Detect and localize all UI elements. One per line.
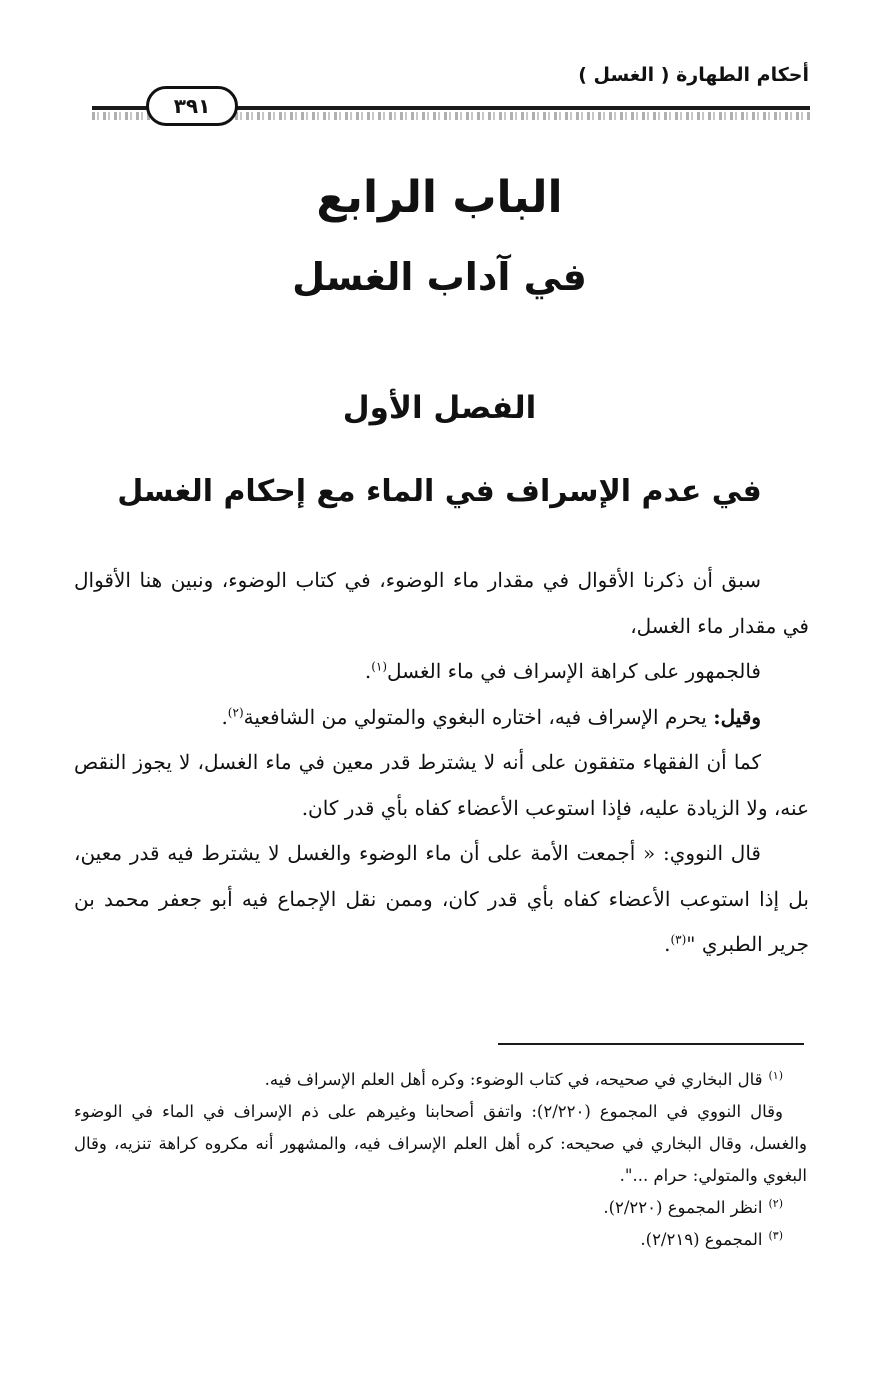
paragraph-3-end: . — [221, 704, 228, 729]
paragraph-3-text: يحرم الإسراف فيه، اختاره البغوي والمتولي من الشافعية — [243, 704, 714, 729]
footnote-1-line-1: قال البخاري في صحيحه، في كتاب الوضوء: وكره أهل العلم الإسراف فيه. — [264, 1070, 763, 1089]
paragraph-1: سبق أن ذكرنا الأقوال في مقدار ماء الوضوء، في كتاب الوضوء، ونبين هنا الأقوال في مقدار ماء الغسل، — [74, 568, 809, 638]
running-header-title: أحكام الطهارة ( الغسل ) — [578, 64, 809, 86]
section-title: الفصل الأول — [342, 390, 537, 426]
footnote-3-text: المجموع (٢/٢١٩). — [640, 1230, 763, 1249]
footnote-2-text: انظر المجموع (٢/٢٢٠). — [603, 1198, 763, 1217]
footnote-separator — [498, 1043, 804, 1045]
paragraph-3-lead: وقيل: — [713, 704, 761, 729]
chapter-title: الباب الرابع — [316, 172, 563, 223]
paragraph-2 — [74, 649, 809, 695]
footnote-2-mark: (٢) — [768, 1196, 783, 1210]
page-number-badge: ٣٩١ — [146, 86, 238, 126]
chapter-subtitle: في آداب الغسل — [292, 255, 587, 299]
paragraph-2-text: فالجمهور على كراهة الإسراف في ماء الغسل — [387, 659, 761, 683]
footnote-1-mark: (١) — [768, 1068, 783, 1082]
body-text — [74, 558, 809, 968]
paragraph-2-end: . — [364, 659, 372, 683]
footnote-2 — [74, 1192, 807, 1224]
paragraph-5 — [74, 831, 809, 968]
footnote-3 — [74, 1224, 807, 1256]
paragraph-5-text: قال النووي: « أجمعت الأمة على أن ماء الوضوء والغسل لا يشترط فيه قدر معين، بل إذا استوعب الأعضاء كفاه بأي قدر كان، وممن نقل الإجماع فيه أبو جعفر محمد بن جرير الطبري " — [74, 841, 809, 956]
footnote-ref-1[interactable]: (١) — [371, 659, 388, 674]
footnote-ref-2[interactable]: (٢) — [227, 704, 244, 719]
footnotes — [74, 1064, 807, 1256]
paragraph-5-end: . — [664, 932, 671, 956]
section-subtitle: في عدم الإسراف في الماء مع إحكام الغسل — [117, 474, 762, 509]
paragraph-3 — [74, 695, 809, 741]
paragraph-4: كما أن الفقهاء متفقون على أنه لا يشترط قدر معين في ماء الغسل، لا يجوز النقص عنه، ولا الزيادة عليه، فإذا استوعب الأعضاء كفاه بأي قدر كان. — [74, 750, 809, 820]
footnote-1-continuation: وقال النووي في المجموع (٢/٢٢٠): واتفق أصحابنا وغيرهم على ذم الإسراف في الماء في الوضوء والغسل، وقال البخاري في صحيحه: كره أهل العلم الإسراف فيه، والمشهور أنه مكروه كراهة تنزيه، وقال البغوي والمتولي: حرام ...". — [74, 1102, 807, 1185]
footnote-3-mark: (٣) — [768, 1228, 783, 1242]
footnote-1 — [74, 1064, 807, 1096]
footnote-ref-3[interactable]: (٣) — [670, 932, 687, 947]
